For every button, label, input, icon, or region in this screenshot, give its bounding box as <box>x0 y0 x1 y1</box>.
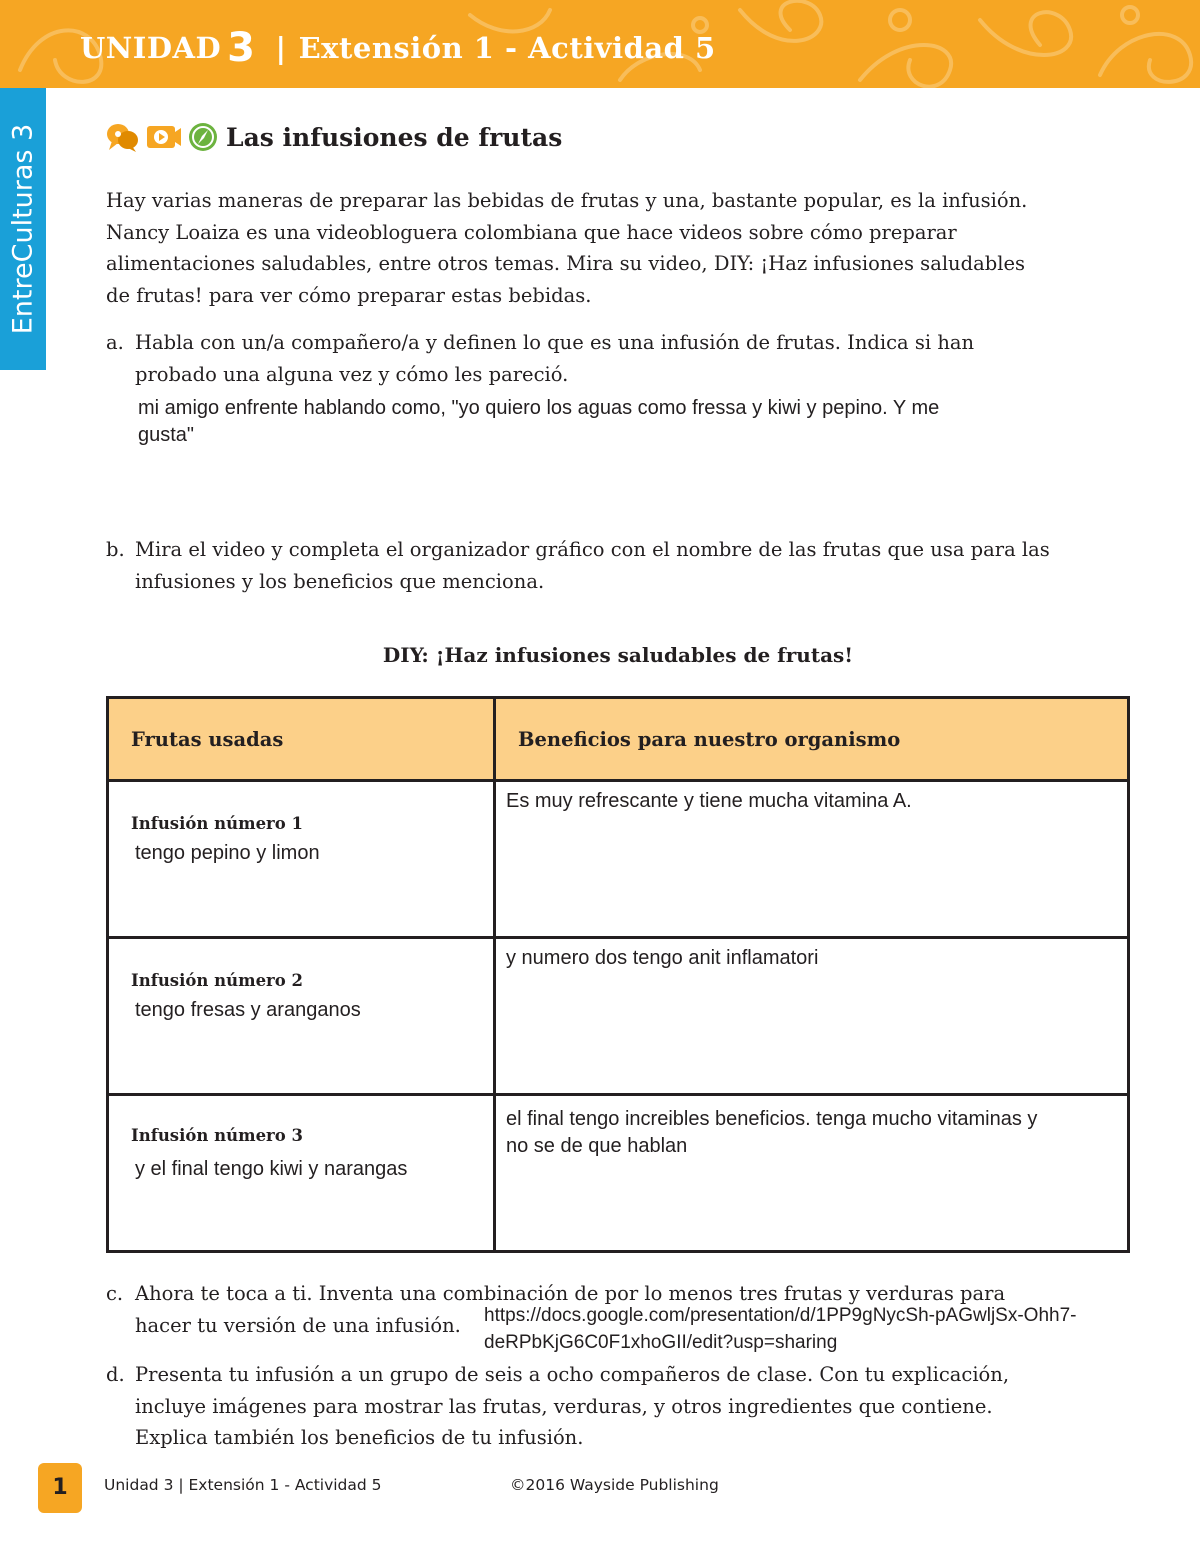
organizer-title: DIY: ¡Haz infusiones saludables de frutas! <box>382 643 854 667</box>
answer-line: gusta" <box>138 424 195 446</box>
speech-bubbles-icon <box>106 122 140 152</box>
item-b-line: Mira el video y completa el organizador gráfico con el nombre de las frutas que usa para las <box>135 538 1050 561</box>
fruits-cell[interactable] <box>108 781 495 938</box>
item-b-line: infusiones y los beneficios que menciona. <box>135 569 545 593</box>
side-tab <box>0 88 46 370</box>
link-line: https://docs.google.com/presentation/d/1PP9gNycSh-pAGwljSx-Ohh7- <box>484 1305 1077 1326</box>
infusion-label: Infusión número 3 <box>131 1126 303 1145</box>
item-a-line: Habla con un/a compañero/a y definen lo que es una infusión de frutas. Indica si han <box>135 331 975 354</box>
item-letter: d. <box>106 1363 125 1386</box>
benefits-answer <box>506 1106 1037 1160</box>
infusion-label: Infusión número 1 <box>131 814 303 833</box>
item-letter: b. <box>106 538 125 561</box>
item-c-line: hacer tu versión de una infusión. <box>135 1313 461 1337</box>
answer-line: mi amigo enfrente hablando como, "yo quiero los aguas como fressa y kiwi y pepino. Y me <box>138 397 940 419</box>
benefits-cell[interactable] <box>495 938 1129 1095</box>
activity-title: Extensión 1 - Actividad 5 <box>298 31 716 65</box>
link-line: deRPbKjG6C0F1xhoGII/edit?usp=sharing <box>484 1332 838 1353</box>
intro-line: alimentaciones saludables, entre otros temas. Mira su video, DIY: ¡Haz infusiones saludables <box>106 252 1025 275</box>
table-header-row <box>108 698 1129 781</box>
column-header-benefits: Beneficios para nuestro organismo <box>495 698 1129 781</box>
fruits-cell[interactable] <box>108 938 495 1095</box>
item-d-line: Presenta tu infusión a un grupo de seis a ocho compañeros de clase. Con tu explicación, <box>135 1363 1010 1386</box>
benefits-line: Es muy refrescante y tiene mucha vitamina A. <box>506 790 912 812</box>
item-b <box>106 534 1136 597</box>
item-letter: c. <box>106 1282 124 1305</box>
compass-icon <box>188 122 218 152</box>
fruits-cell[interactable] <box>108 1095 495 1252</box>
item-a-line: probado una alguna vez y cómo les pareció. <box>135 362 569 386</box>
video-icon <box>146 123 182 151</box>
intro-paragraph <box>106 185 1136 311</box>
side-tab-label: EntreCulturas 3 <box>7 123 39 335</box>
benefits-answer <box>506 788 912 815</box>
intro-line: de frutas! para ver cómo preparar estas bebidas. <box>106 283 592 307</box>
fruits-answer: y el final tengo kiwi y narangas <box>135 1158 408 1180</box>
page-header <box>0 0 1200 88</box>
benefits-line: el final tengo increibles beneficios. tenga mucho vitaminas y <box>506 1108 1038 1130</box>
benefits-cell[interactable] <box>495 1095 1129 1252</box>
item-a <box>106 327 1136 390</box>
item-letter: a. <box>106 331 124 354</box>
table-row <box>108 1095 1129 1252</box>
table-row <box>108 938 1129 1095</box>
table-row <box>108 781 1129 938</box>
graphic-organizer-table <box>106 696 1130 1253</box>
column-header-fruits: Frutas usadas <box>108 698 495 781</box>
footer-copyright: ©2016 Wayside Publishing <box>510 1476 719 1494</box>
infusion-label: Infusión número 2 <box>131 971 303 990</box>
benefits-cell[interactable] <box>495 781 1129 938</box>
item-d <box>106 1359 1136 1454</box>
page-header-title <box>80 22 716 71</box>
benefits-answer <box>506 945 818 972</box>
unit-number: 3 <box>227 25 256 71</box>
section-heading <box>106 122 562 152</box>
presentation-link[interactable] <box>484 1302 1076 1356</box>
benefits-line: no se de que hablan <box>506 1135 688 1157</box>
page-number: 1 <box>38 1463 82 1513</box>
header-separator: | <box>275 31 287 65</box>
item-d-line: Explica también los beneficios de tu infusión. <box>135 1426 584 1449</box>
item-a-answer[interactable] <box>138 395 939 449</box>
intro-line: Nancy Loaiza es una videobloguera colombiana que hace videos sobre cómo preparar <box>106 220 957 244</box>
fruits-answer: tengo pepino y limon <box>135 842 320 864</box>
activity-icons <box>106 122 218 152</box>
benefits-line: y numero dos tengo anit inflamatori <box>506 947 819 969</box>
footer-unit-text: Unidad 3 | Extensión 1 - Actividad 5 <box>104 1476 382 1494</box>
page-title: Las infusiones de frutas <box>226 122 563 152</box>
unit-word: UNIDAD <box>80 31 222 65</box>
intro-line: Hay varias maneras de preparar las bebidas de frutas y una, bastante popular, es la infusión. <box>106 189 1028 212</box>
fruits-answer: tengo fresas y aranganos <box>135 999 361 1021</box>
item-d-line: incluye imágenes para mostrar las frutas, verduras, y otros ingredientes que contiene. <box>135 1394 993 1418</box>
item-c-line: Ahora te toca a ti. Inventa una combinación de por lo menos tres frutas y verduras para <box>135 1282 1006 1305</box>
